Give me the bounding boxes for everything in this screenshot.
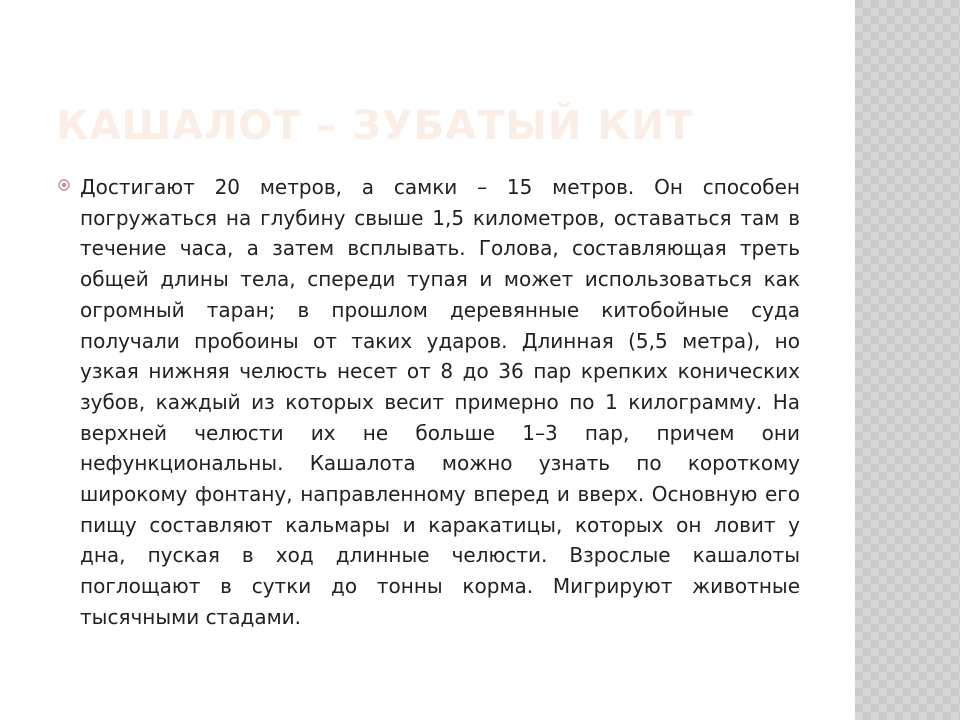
bullet-list-item <box>58 172 800 633</box>
decorative-side-band <box>855 0 960 720</box>
body-paragraph: Достигают 20 метров, а самки – 15 метров. Он способен погружаться на глубину свыше 1,5 километров, оставаться там в течение часа, а затем всплывать. Голова, составляющая треть общей длины тела, спереди тупая и может использоваться как огромный таран; в прошлом деревянные китобойные суда получали пробоины от таких ударов. Длинная (5,5 метра), но узкая нижняя челюсть несет от 8 до 36 пар крепких конических зубов, каждый из которых весит примерно по 1 килограмму. На верхней челюсти их не больше 1–3 пар, причем они нефункциональны. Кашалота можно узнать по короткому широкому фонтану, направленному вперед и вверх. Основную его пищу составляют кальмары и каракатицы, которых он ловит у дна, пуская в ход длинные челюсти. Взрослые кашалоты поглощают в сутки до тонны корма. Мигрируют животные тысячными стадами. <box>80 175 800 629</box>
target-bullet-icon <box>58 172 80 202</box>
slide-title: КАШАЛОТ – ЗУБАТЫЙ КИТ <box>56 103 694 149</box>
